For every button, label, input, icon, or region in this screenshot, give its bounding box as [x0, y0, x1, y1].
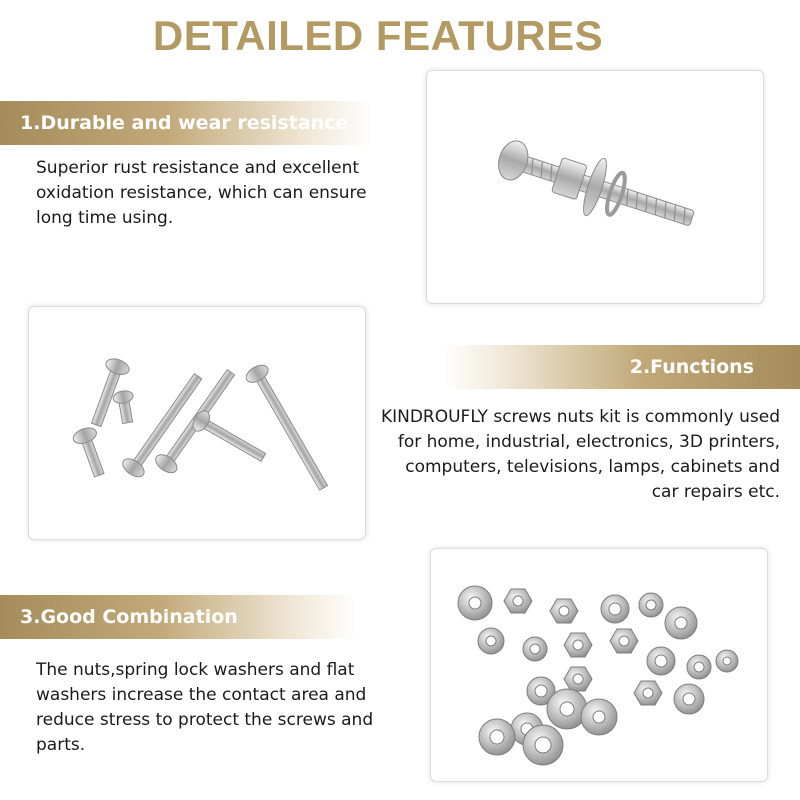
screw-with-nut-and-washers-image [427, 71, 763, 303]
feature-2-text: KINDROUFLY screws nuts kit is commonly used for home, industrial, electronics, 3D printers, computers, televisions, lamps, cabinets and car repairs etc. [380, 407, 780, 502]
feature-1-title: 1.Durable and wear resistance [20, 112, 349, 134]
screw-assembly-photo [426, 70, 764, 304]
feature-3-banner [0, 595, 356, 639]
feature-3-title: 3.Good Combination [20, 606, 238, 628]
assorted-screws-image [29, 307, 365, 539]
nuts-and-washers-image [431, 549, 767, 781]
feature-2-banner [444, 345, 800, 389]
feature-2-title: 2.Functions [629, 356, 754, 378]
feature-3-text: The nuts,spring lock washers and flat washers increase the contact area and reduce stress to protect the screws and parts. [36, 660, 374, 755]
page-title: DETAILED FEATURES [152, 12, 604, 59]
feature-1-banner [0, 101, 372, 145]
nuts-and-washers-photo [430, 548, 768, 782]
assorted-screws-photo [28, 306, 366, 540]
feature-1-text: Superior rust resistance and excellent oxidation resistance, which can ensure long time using. [36, 158, 367, 228]
